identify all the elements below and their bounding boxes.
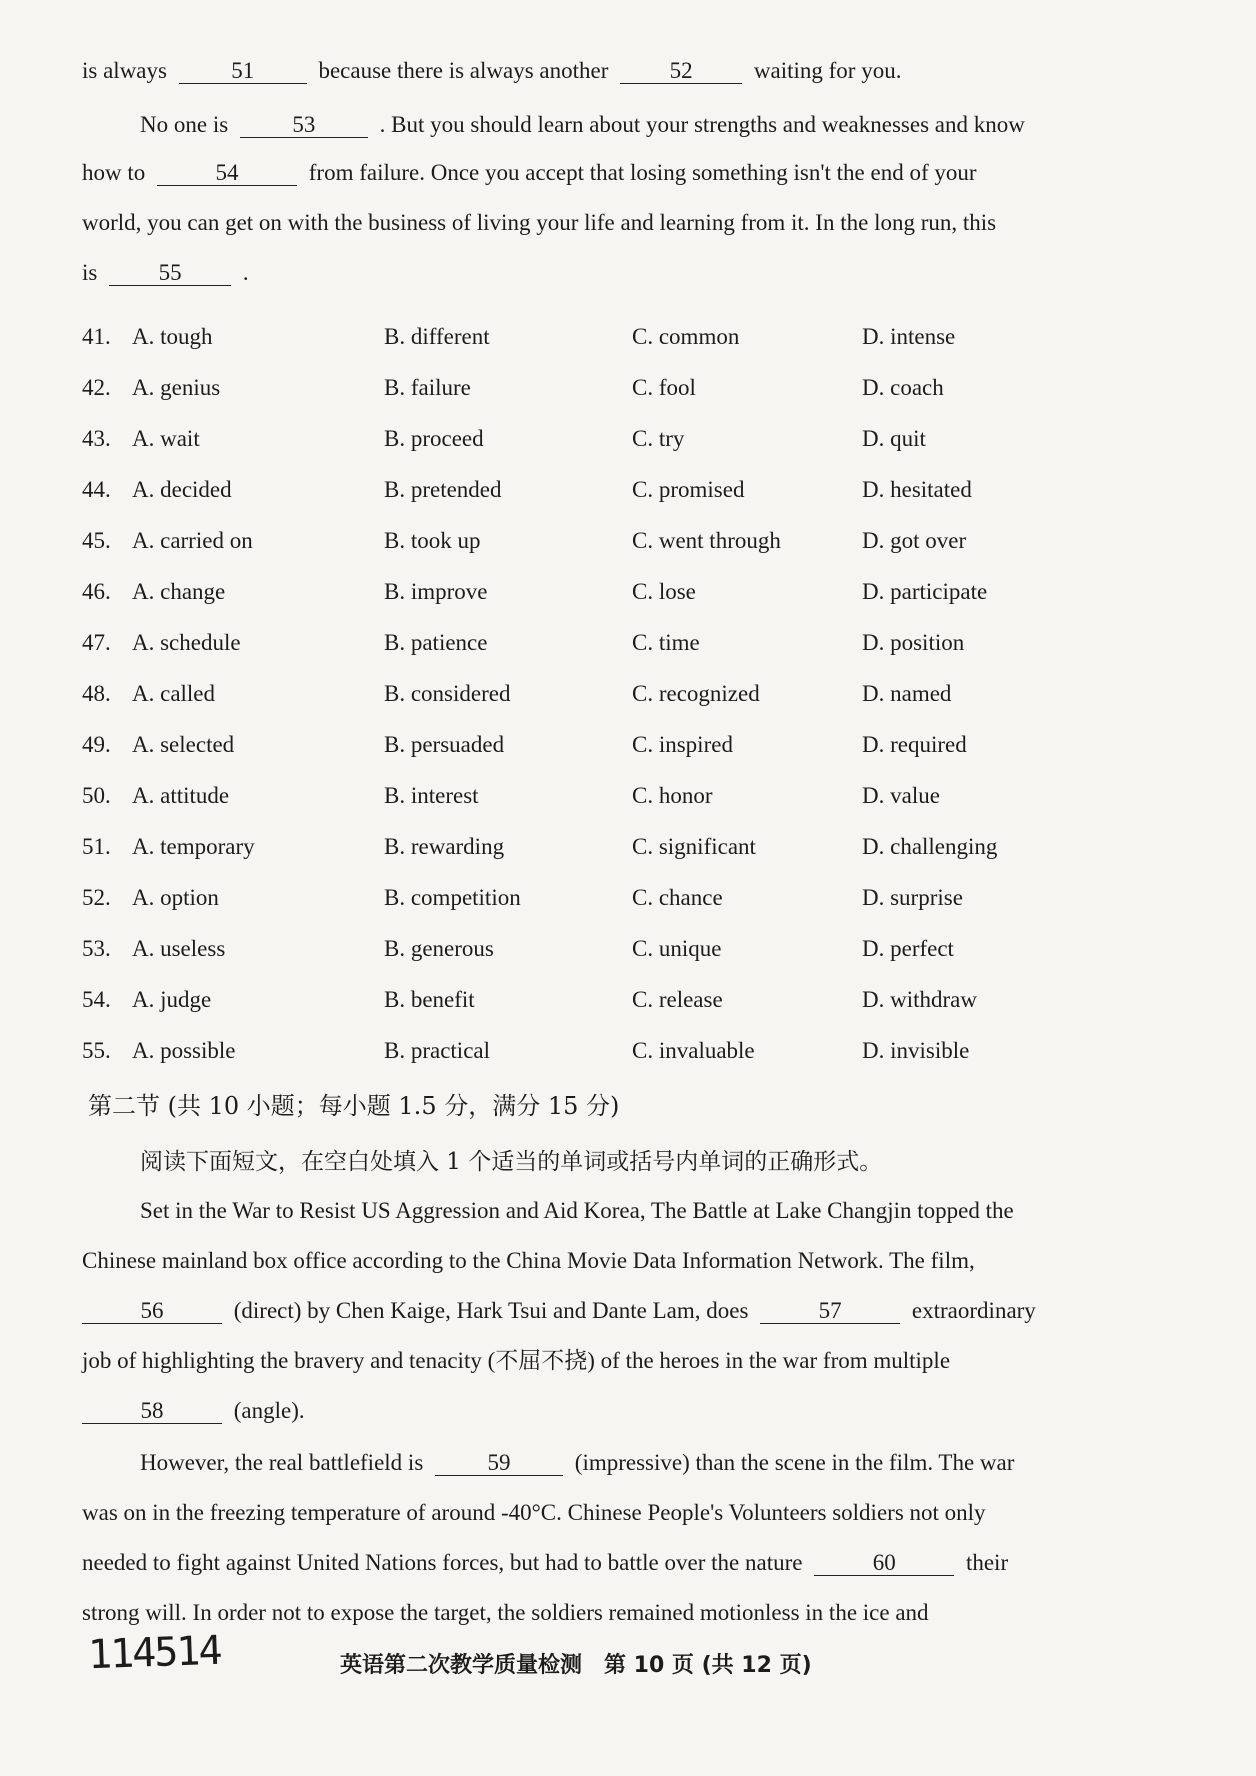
option-num: 50. <box>82 783 111 808</box>
option-c: C. release <box>632 987 723 1012</box>
option-b: B. considered <box>384 681 511 706</box>
option-d: D. perfect <box>862 936 954 961</box>
option-b: B. generous <box>384 936 494 961</box>
option-row <box>82 373 1162 413</box>
option-row <box>82 577 1162 617</box>
option-row <box>82 679 1162 719</box>
option-a: A. option <box>132 885 219 910</box>
option-d: D. intense <box>862 324 956 349</box>
option-num: 53. <box>82 936 111 961</box>
option-num: 49. <box>82 732 111 757</box>
option-d: D. required <box>862 732 967 757</box>
blank-53: 53 <box>240 113 368 138</box>
option-a: A. wait <box>132 426 200 451</box>
option-num: 45. <box>82 528 111 553</box>
blank-56: 56 <box>82 1299 222 1324</box>
p2-line-1: Set in the War to Resist US Aggression and Aid Korea, The Battle at Lake Changjin topped the <box>140 1198 1014 1223</box>
option-c: C. fool <box>632 375 696 400</box>
option-a: A. temporary <box>132 834 255 859</box>
option-a: A. genius <box>132 375 221 400</box>
option-c: C. inspired <box>632 732 733 757</box>
option-d: D. hesitated <box>862 477 972 502</box>
option-num: 54. <box>82 987 111 1012</box>
option-num: 44. <box>82 477 111 502</box>
option-a: A. change <box>132 579 226 604</box>
option-b: B. competition <box>384 885 521 910</box>
option-c: C. promised <box>632 477 745 502</box>
option-c: C. went through <box>632 528 781 553</box>
option-a: A. called <box>132 681 216 706</box>
option-row <box>82 985 1162 1025</box>
option-c: C. common <box>632 324 740 349</box>
option-row <box>82 1036 1162 1076</box>
option-c: C. lose <box>632 579 696 604</box>
option-row <box>82 883 1162 923</box>
blank-60: 60 <box>814 1551 954 1576</box>
blank-58: 58 <box>82 1399 222 1424</box>
option-b: B. proceed <box>384 426 484 451</box>
option-row <box>82 781 1162 821</box>
option-a: A. carried on <box>132 528 253 553</box>
option-d: D. withdraw <box>862 987 977 1012</box>
option-a: A. useless <box>132 936 226 961</box>
blank-55: 55 <box>109 261 231 286</box>
option-b: B. rewarding <box>384 834 505 859</box>
page-footer: 英语第二次教学质量检测 第 10 页 (共 12 页) <box>340 1653 812 1678</box>
section-instruction: 阅读下面短文，在空白处填入 1 个适当的单词或括号内单词的正确形式。 <box>140 1149 883 1175</box>
option-d: D. value <box>862 783 940 808</box>
option-c: C. try <box>632 426 685 451</box>
option-d: D. invisible <box>862 1038 970 1063</box>
section-heading: 第二节 (共 10 小题；每小题 1.5 分，满分 15 分) <box>88 1092 620 1120</box>
option-b: B. failure <box>384 375 471 400</box>
option-row <box>82 322 1162 362</box>
option-b: B. pretended <box>384 477 502 502</box>
option-num: 51. <box>82 834 111 859</box>
option-d: D. participate <box>862 579 988 604</box>
p3-line-1: However, the real battlefield is 59 (impressive) than the scene in the film. The war <box>140 1450 1015 1475</box>
option-num: 46. <box>82 579 111 604</box>
option-c: C. chance <box>632 885 723 910</box>
option-row <box>82 934 1162 974</box>
option-num: 41. <box>82 324 111 349</box>
passage-line-2: No one is 53 . But you should learn about your strengths and weaknesses and know <box>140 112 1025 137</box>
p2-line-4: job of highlighting the bravery and tenacity (不屈不挠) of the heroes in the war from multiple <box>82 1348 951 1373</box>
blank-57: 57 <box>760 1299 900 1324</box>
option-d: D. named <box>862 681 952 706</box>
option-d: D. challenging <box>862 834 998 859</box>
blank-54: 54 <box>157 161 297 186</box>
option-a: A. attitude <box>132 783 230 808</box>
option-c: C. significant <box>632 834 756 859</box>
option-b: B. patience <box>384 630 488 655</box>
p3-line-4: strong will. In order not to expose the target, the soldiers remained motionless in the ice and <box>82 1600 929 1625</box>
option-row <box>82 730 1162 770</box>
option-d: D. quit <box>862 426 926 451</box>
option-c: C. time <box>632 630 700 655</box>
handwritten-number: 114514 <box>87 1627 222 1679</box>
option-row <box>82 832 1162 872</box>
option-d: D. position <box>862 630 965 655</box>
option-a: A. decided <box>132 477 232 502</box>
option-a: A. judge <box>132 987 212 1012</box>
blank-59: 59 <box>435 1451 563 1476</box>
option-num: 48. <box>82 681 111 706</box>
option-row <box>82 424 1162 464</box>
option-a: A. selected <box>132 732 235 757</box>
p2-line-2: Chinese mainland box office according to the China Movie Data Information Network. The film, <box>82 1248 975 1273</box>
option-num: 55. <box>82 1038 111 1063</box>
option-b: B. different <box>384 324 490 349</box>
p2-line-5: 58 (angle). <box>82 1396 1142 1426</box>
blank-51: 51 <box>179 59 307 84</box>
option-b: B. improve <box>384 579 488 604</box>
option-row <box>82 526 1162 566</box>
option-num: 42. <box>82 375 111 400</box>
option-c: C. invaluable <box>632 1038 755 1063</box>
option-b: B. practical <box>384 1038 491 1063</box>
passage-line-4: world, you can get on with the business of living your life and learning from it. In the long run, this <box>82 210 997 235</box>
option-d: D. got over <box>862 528 967 553</box>
option-a: A. tough <box>132 324 213 349</box>
passage-line-5: is 55 . <box>82 260 249 285</box>
option-b: B. interest <box>384 783 479 808</box>
option-b: B. persuaded <box>384 732 505 757</box>
p3-line-3: needed to fight against United Nations forces, but had to battle over the nature 60 their <box>82 1550 1009 1575</box>
option-row <box>82 628 1162 668</box>
option-c: C. unique <box>632 936 722 961</box>
option-row <box>82 475 1162 515</box>
option-a: A. possible <box>132 1038 236 1063</box>
passage-line-1: is always 51 because there is always another 52 waiting for you. <box>82 58 902 83</box>
option-c: C. recognized <box>632 681 760 706</box>
option-a: A. schedule <box>132 630 241 655</box>
option-num: 43. <box>82 426 111 451</box>
p2-line-3: 56 (direct) by Chen Kaige, Hark Tsui and Dante Lam, does 57 extraordinary <box>82 1296 1142 1326</box>
option-d: D. surprise <box>862 885 963 910</box>
option-b: B. benefit <box>384 987 475 1012</box>
p3-line-2: was on in the freezing temperature of around -40°C. Chinese People's Volunteers soldiers not only <box>82 1500 986 1525</box>
option-num: 52. <box>82 885 111 910</box>
option-num: 47. <box>82 630 111 655</box>
option-d: D. coach <box>862 375 944 400</box>
option-b: B. took up <box>384 528 481 553</box>
blank-52: 52 <box>620 59 742 84</box>
option-c: C. honor <box>632 783 713 808</box>
passage-line-3: how to 54 from failure. Once you accept that losing something isn't the end of your <box>82 160 977 185</box>
